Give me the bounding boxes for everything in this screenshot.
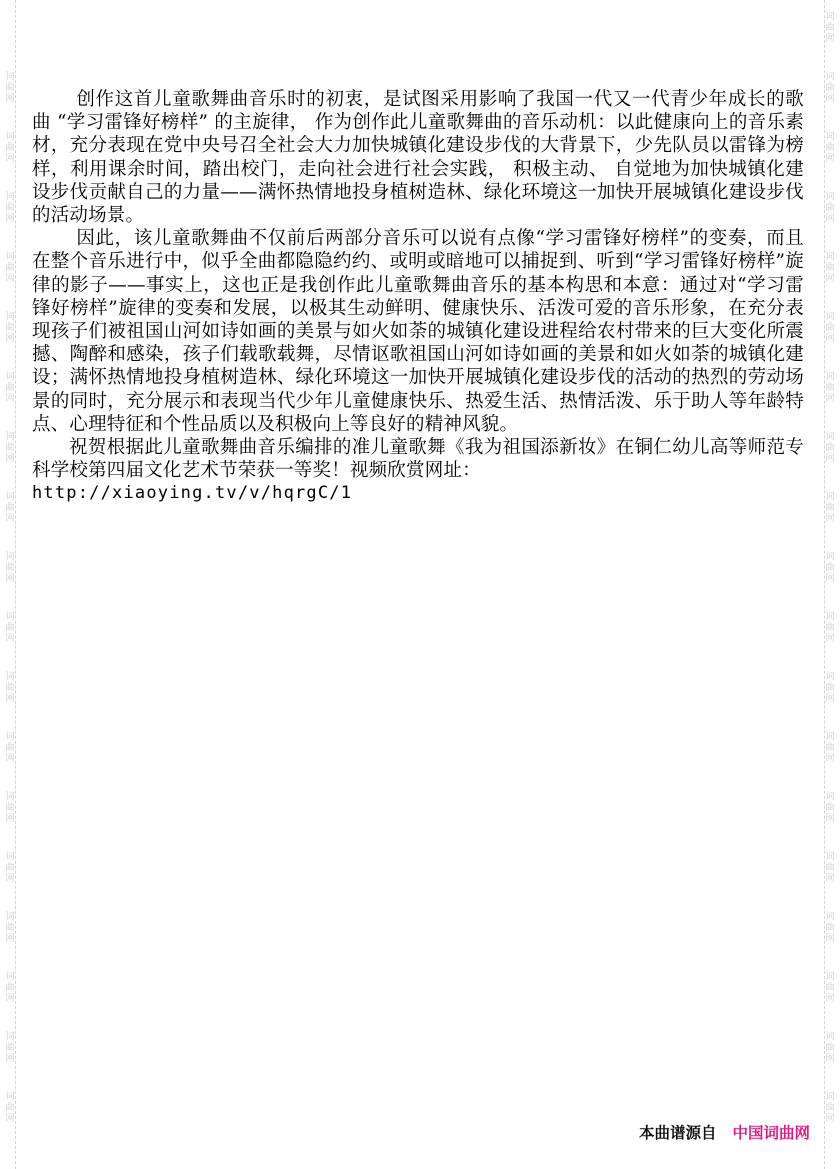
watermark-mark: 词 曲 网: [825, 1092, 835, 1124]
watermark-mark: 词 曲 网: [5, 792, 15, 824]
paragraph-analysis: 因此，该儿童歌舞曲不仅前后两部分音乐可以说有点像“学习雷锋好榜样”的变奏，而且在整个音乐进行中，似乎全曲都隐隐约约、或明或暗地可以捕捉到、听到“学习雷锋好榜样”旋律的影子——事实上，这也正是我创作此儿童歌舞曲音乐的基本构思和本意：通过对“学习雷锋好榜样”旋律的变奏和发展，以极其生动鲜明、健康快乐、活泼可爱的音乐形象，在充分表现孩子们被祖国山河如诗如画的美景与如火如荼的城镇化建设进程给农村带来的巨大变化所震撼、陶醉和感染，孩子们载歌载舞，尽情讴歌祖国山河如诗如画的美景和如火如荼的城镇化建设；满怀热情地投身植树造林、绿化环境这一加快开展城镇化建设步伐的活动的热烈的劳动场景的同时，充分展示和表现当代少年儿童健康快乐、热爱生活、热情活泼、乐于助人等年龄特点、心理特征和个性品质以及积极向上等良好的精神风貌。: [32, 228, 804, 435]
watermark-mark: 词 曲 网: [5, 1032, 15, 1064]
watermark-mark: 词 曲 网: [5, 372, 15, 404]
left-watermark-strip: [1, 0, 19, 1169]
watermark-mark: 词 曲 网: [5, 192, 15, 224]
watermark-mark: 词 曲 网: [825, 492, 835, 524]
watermark-mark: 词 曲 网: [825, 12, 835, 44]
watermark-mark: 词 曲 网: [825, 852, 835, 884]
watermark-mark: 词 曲 网: [825, 732, 835, 764]
watermark-mark: 词 曲 网: [5, 72, 15, 104]
watermark-mark: 词 曲 网: [5, 732, 15, 764]
watermark-mark: 词 曲 网: [825, 1032, 835, 1064]
video-url: http://xiaoying.tv/v/hqrgC/1: [32, 483, 353, 504]
source-footer: [639, 1121, 810, 1143]
watermark-mark: 词 曲 网: [825, 372, 835, 404]
watermark-mark: 词 曲 网: [825, 612, 835, 644]
watermark-mark: 词 曲 网: [825, 252, 835, 284]
watermark-mark: 词 曲 网: [5, 672, 15, 704]
source-label: 本曲谱源自: [638, 1124, 717, 1142]
watermark-mark: 词 曲 网: [5, 492, 15, 524]
watermark-mark: 词 曲 网: [825, 192, 835, 224]
watermark-mark: 词 曲 网: [5, 252, 15, 284]
watermark-mark: 词 曲 网: [5, 912, 15, 944]
watermark-mark: 词 曲 网: [5, 612, 15, 644]
watermark-mark: 词 曲 网: [5, 552, 15, 584]
watermark-mark: 词 曲 网: [5, 432, 15, 464]
watermark-mark: 词 曲 网: [825, 132, 835, 164]
watermark-mark: 词 曲 网: [5, 132, 15, 164]
watermark-mark: 词 曲 网: [825, 552, 835, 584]
watermark-mark: 词 曲 网: [825, 432, 835, 464]
paragraph-intro: 创作这首儿童歌舞曲音乐时的初衷，是试图采用影响了我国一代又一代青少年成长的歌曲 “学习雷锋好榜样” 的主旋律， 作为创作此儿童歌舞曲的音乐动机：以此健康向上的音乐素材，充分表现在党中央号召全社会大力加快城镇化建设步伐的大背景下，少先队员以雷锋为榜样，利用课余时间，踏出校门，走向社会进行社会实践， 积极主动、 自觉地为加快城镇化建设步伐贡献自己的力量——满怀热情地投身植树造林、绿化环境这一加快开展城镇化建设步伐的活动场景。: [32, 89, 804, 227]
watermark-mark: 词 曲 网: [825, 912, 835, 944]
watermark-mark: 词 曲 网: [825, 312, 835, 344]
watermark-mark: 词 曲 网: [825, 672, 835, 704]
watermark-mark: 词 曲 网: [825, 792, 835, 824]
source-site-link[interactable]: 中国词曲网: [732, 1124, 810, 1142]
watermark-mark: 词 曲 网: [5, 852, 15, 884]
watermark-mark: 词 曲 网: [5, 312, 15, 344]
right-watermark-strip: [821, 0, 839, 1169]
paragraph-award: 祝贺根据此儿童歌舞曲音乐编排的准儿童歌舞《我为祖国添新妆》在铜仁幼儿高等师范专科学校第四届文化艺术节荣获一等奖！视频欣赏网址：: [32, 437, 804, 482]
document-body: [32, 88, 804, 505]
watermark-mark: 词 曲 网: [825, 972, 835, 1004]
watermark-mark: 词 曲 网: [5, 1092, 15, 1124]
watermark-mark: 词 曲 网: [5, 972, 15, 1004]
watermark-mark: 词 曲 网: [825, 72, 835, 104]
